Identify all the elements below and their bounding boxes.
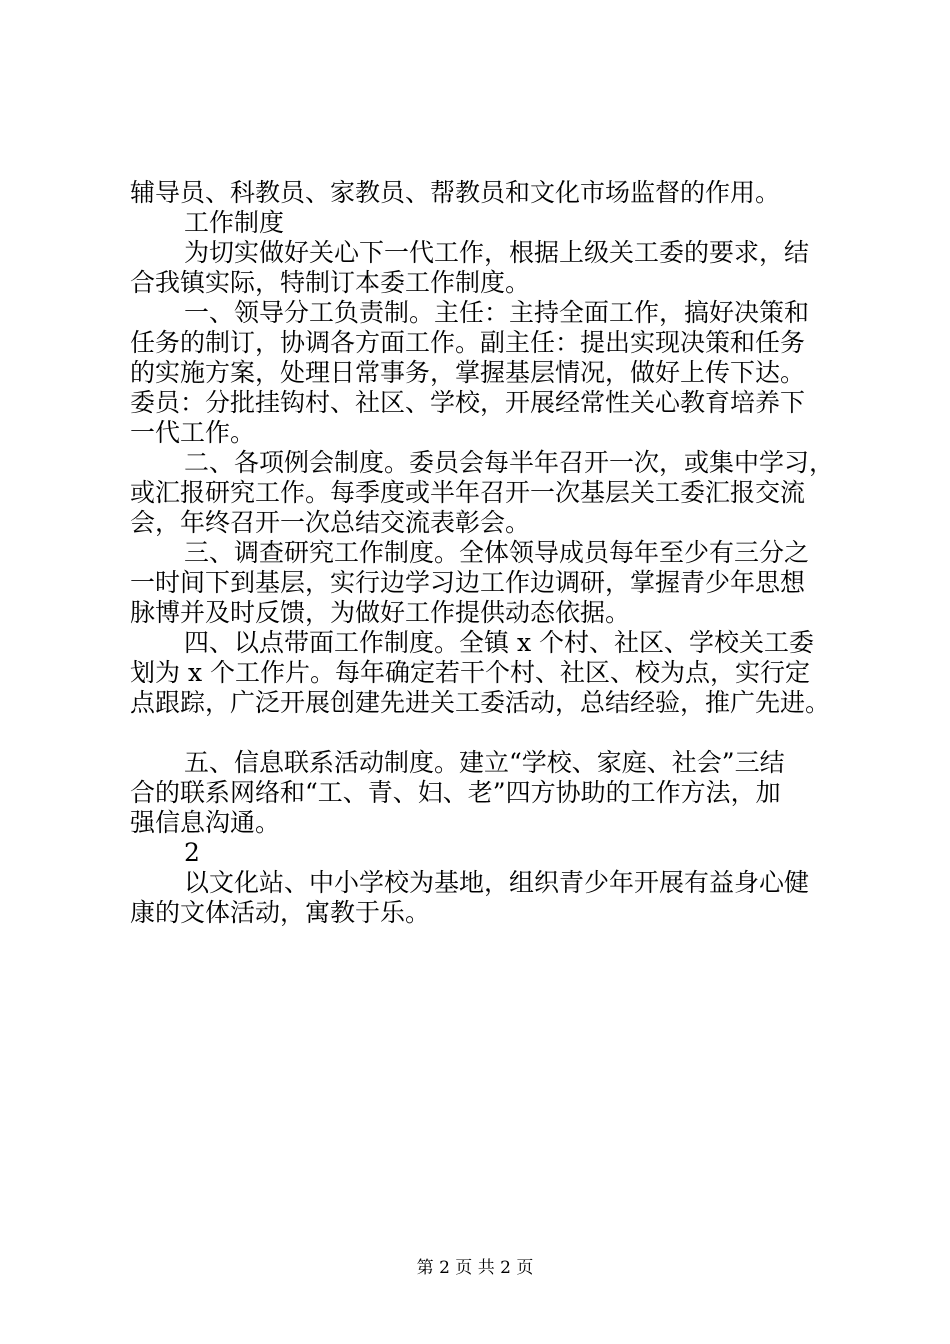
paragraph-gap (130, 718, 830, 748)
section-number: 2 (184, 838, 200, 867)
text-line: 划为 x 个工作片。每年确定若干个村、社区、校为点，实行定 (130, 658, 810, 687)
document-body (130, 178, 835, 928)
text-line: 强信息沟通。 (130, 808, 281, 837)
text-line: 委员：分批挂钩村、社区、学校，开展经常性关心教育培养下 (130, 388, 806, 417)
text-line: 的实施方案，处理日常事务，掌握基层情况，做好上传下达。 (130, 358, 806, 387)
text-line: 任务的制订，协调各方面工作。副主任：提出实现决策和任务 (130, 328, 806, 357)
section-heading: 工作制度 (184, 208, 285, 237)
page-footer: 第 2 页 共 2 页 (416, 1258, 534, 1278)
text-line: 会，年终召开一次总结交流表彰会。 (130, 508, 531, 537)
text-line: 康的文体活动，寓教于乐。 (130, 898, 431, 927)
text-line: 合的联系网络和“工、青、妇、老”四方协助的工作方法，加 (130, 778, 781, 807)
text-line: 二、各项例会制度。委员会每半年召开一次，或集中学习， (184, 448, 835, 477)
text-line: 点跟踪，广泛开展创建先进关工委活动，总结经验，推广先进。 (130, 688, 831, 717)
text-line: 一时间下到基层，实行边学习边工作边调研，掌握青少年思想 (130, 568, 806, 597)
text-line: 一代工作。 (130, 418, 256, 447)
text-line: 或汇报研究工作。每季度或半年召开一次基层关工委汇报交流 (130, 478, 806, 507)
text-line: 五、信息联系活动制度。建立“学校、家庭、社会”三结 (184, 748, 785, 777)
text-line: 三、调查研究工作制度。全体领导成员每年至少有三分之 (184, 538, 810, 567)
text-line: 一、领导分工负责制。主任：主持全面工作，搞好决策和 (184, 298, 810, 327)
text-line: 辅导员、科教员、家教员、帮教员和文化市场监督的作用。 (130, 178, 781, 207)
text-line: 以文化站、中小学校为基地，组织青少年开展有益身心健 (184, 868, 810, 897)
text-line: 合我镇实际，特制订本委工作制度。 (130, 268, 531, 297)
text-line: 为切实做好关心下一代工作，根据上级关工委的要求，结 (184, 238, 810, 267)
text-line: 脉博并及时反馈，为做好工作提供动态依据。 (130, 598, 631, 627)
text-line: 四、以点带面工作制度。全镇 x 个村、社区、学校关工委 (184, 628, 814, 657)
